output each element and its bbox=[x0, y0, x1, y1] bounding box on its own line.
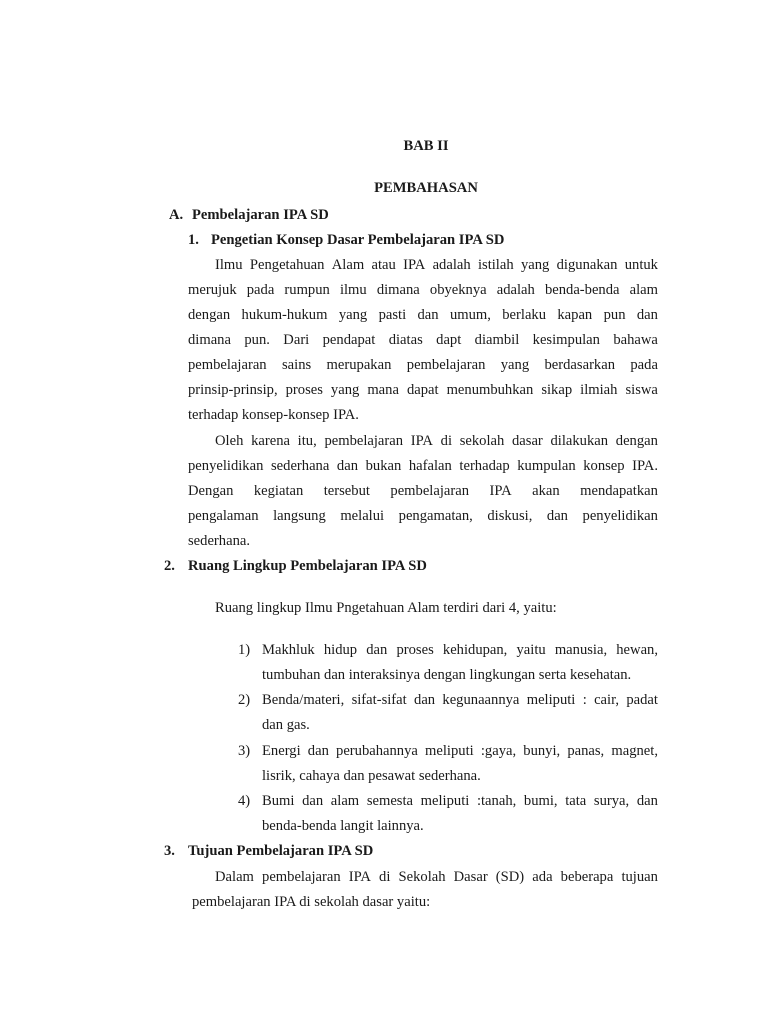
list-intro: Ruang lingkup Ilmu Pngetahuan Alam terdiri dari 4, yaitu: bbox=[215, 600, 557, 616]
subsection-1-title: Pengetian Konsep Dasar Pembelajaran IPA SD bbox=[211, 232, 505, 248]
subsection-1-marker: 1. bbox=[188, 232, 199, 248]
paragraph-line: pembelajaran sains merupakan pembelajaran yang berdasarkan pada bbox=[188, 357, 658, 373]
paragraph-line: Oleh karena itu, pembelajaran IPA di sekolah dasar dilakukan dengan bbox=[215, 433, 658, 449]
section-a-title: Pembelajaran IPA SD bbox=[192, 207, 329, 223]
paragraph-last-line: sederhana. bbox=[188, 533, 250, 549]
subsection-2-marker: 2. bbox=[164, 558, 175, 574]
paragraph-line: Ilmu Pengetahuan Alam atau IPA adalah istilah yang digunakan untuk bbox=[215, 257, 658, 273]
paragraph-last-line: terhadap konsep-konsep IPA. bbox=[188, 407, 359, 423]
list-item-line: dan gas. bbox=[262, 717, 310, 733]
paragraph-line: pengalaman langsung melalui pengamatan, diskusi, dan penyelidikan bbox=[188, 508, 658, 524]
list-item-number: 1) bbox=[238, 642, 251, 658]
subsection-3-title: Tujuan Pembelajaran IPA SD bbox=[188, 843, 374, 859]
subsection-2-title: Ruang Lingkup Pembelajaran IPA SD bbox=[188, 558, 427, 574]
section-a-marker: A. bbox=[169, 207, 184, 223]
list-item-number: 2) bbox=[238, 692, 251, 708]
list-item-line: Energi dan perubahannya meliputi :gaya, bunyi, panas, magnet, bbox=[262, 743, 658, 759]
paragraph-line: dengan hukum-hukum yang pasti dan umum, berlaku kapan pun dan bbox=[188, 307, 658, 323]
list-item-line: Benda/materi, sifat-sifat dan kegunaannya meliputi : cair, padat bbox=[262, 692, 658, 708]
chapter-heading: BAB II bbox=[403, 138, 449, 154]
list-item-number: 4) bbox=[238, 793, 251, 809]
paragraph-line: Dalam pembelajaran IPA di Sekolah Dasar (SD) ada beberapa tujuan bbox=[215, 869, 658, 885]
paragraph-line: prinsip-prinsip, proses yang mana dapat menumbuhkan sikap ilmiah siswa bbox=[188, 382, 658, 398]
list-item-line: tumbuhan dan interaksinya dengan lingkungan serta kesehatan. bbox=[262, 667, 632, 683]
list-item-line: lisrik, cahaya dan pesawat sederhana. bbox=[262, 768, 481, 784]
list-item-line: Makhluk hidup dan proses kehidupan, yaitu manusia, hewan, bbox=[262, 642, 658, 658]
paragraph-line: dimana pun. Dari pendapat diatas dapt diambil kesimpulan bahawa bbox=[188, 332, 658, 348]
paragraph-line: Dengan kegiatan tersebut pembelajaran IPA akan mendapatkan bbox=[188, 483, 658, 499]
paragraph-line: penyelidikan sederhana dan bukan hafalan terhadap kumpulan konsep IPA. bbox=[188, 458, 658, 474]
paragraph-last-line: pembelajaran IPA di sekolah dasar yaitu: bbox=[192, 894, 431, 910]
subsection-3-marker: 3. bbox=[164, 843, 175, 859]
paragraph-line: merujuk pada rumpun ilmu dimana obyeknya adalah benda-benda alam bbox=[188, 282, 658, 298]
list-item-number: 3) bbox=[238, 743, 251, 759]
chapter-title: PEMBAHASAN bbox=[374, 180, 478, 196]
list-item-line: benda-benda langit lainnya. bbox=[262, 818, 424, 834]
list-item-line: Bumi dan alam semesta meliputi :tanah, bumi, tata surya, dan bbox=[262, 793, 658, 809]
